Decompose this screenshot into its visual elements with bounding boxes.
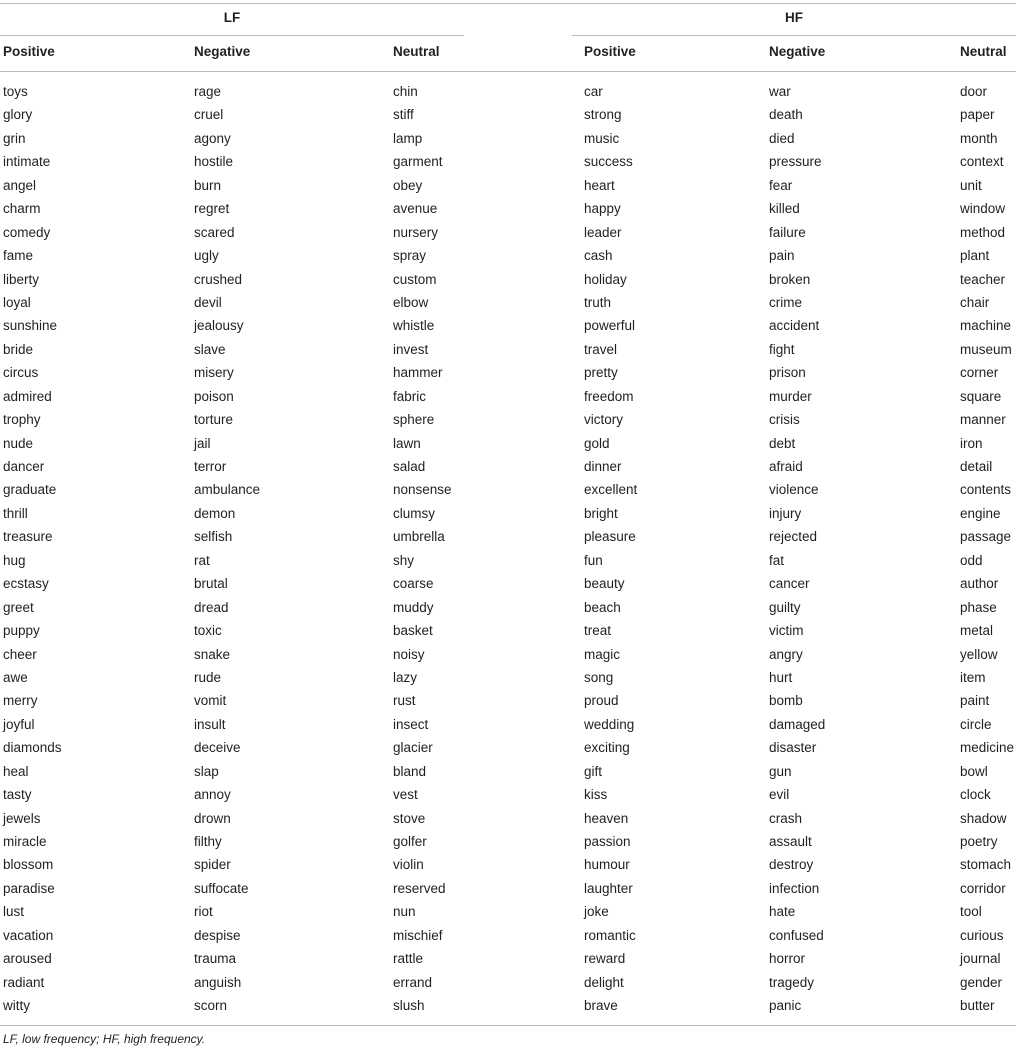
- word-cell: heal: [3, 763, 29, 779]
- word-cell: loyal: [3, 294, 31, 310]
- word-cell: assault: [769, 834, 812, 849]
- word-cell: failure: [769, 224, 806, 240]
- word-cell: lawn: [393, 435, 421, 451]
- word-cell: brutal: [194, 576, 228, 592]
- word-cell: dinner: [584, 459, 622, 474]
- word-cell: noisy: [393, 646, 425, 662]
- word-cell: damaged: [769, 716, 826, 732]
- word-cell: slush: [393, 998, 425, 1014]
- word-cell: torture: [194, 412, 234, 428]
- word-cell: contents: [960, 482, 1012, 498]
- word-cell: fame: [3, 248, 34, 264]
- word-cell: slave: [194, 341, 226, 357]
- word-cell: corner: [960, 365, 999, 381]
- word-cell: violin: [393, 857, 424, 873]
- word-cell: clock: [960, 787, 991, 803]
- word-cell: hammer: [393, 365, 443, 381]
- word-cell: paint: [960, 693, 990, 709]
- word-cell: pressure: [769, 154, 822, 170]
- header-rule: [0, 71, 1016, 72]
- word-cell: odd: [960, 552, 983, 568]
- word-cell: trophy: [3, 412, 41, 428]
- word-cell: pain: [769, 248, 795, 264]
- word-cell: angry: [769, 646, 803, 662]
- word-cell: reserved: [393, 880, 446, 896]
- word-cell: suffocate: [194, 880, 249, 896]
- word-cell: bomb: [769, 693, 803, 709]
- word-cell: nun: [393, 904, 416, 920]
- word-cell: insect: [393, 716, 429, 732]
- word-cell: manner: [960, 412, 1006, 428]
- word-cell: music: [584, 130, 620, 146]
- word-cell: drown: [194, 810, 231, 826]
- word-cell: tasty: [3, 787, 32, 803]
- word-cell: disaster: [769, 740, 817, 756]
- word-cell: chin: [393, 84, 418, 99]
- word-cell: curious: [960, 927, 1004, 943]
- word-cell: circle: [960, 716, 992, 732]
- word-cell: filthy: [194, 834, 222, 849]
- word-cell: lamp: [393, 130, 423, 146]
- word-cell: nude: [3, 435, 34, 451]
- word-cell: accident: [769, 318, 820, 334]
- word-cell: heaven: [584, 810, 629, 826]
- word-cell: romantic: [584, 927, 636, 943]
- bottom-rule: [0, 1025, 1016, 1026]
- word-cell: diamonds: [3, 740, 62, 756]
- word-cell: dread: [194, 599, 229, 615]
- word-cell: victim: [769, 623, 804, 639]
- word-cell: dancer: [3, 459, 45, 474]
- word-cell: crash: [769, 810, 803, 826]
- word-cell: strong: [584, 107, 622, 123]
- word-cell: hurt: [769, 669, 793, 685]
- word-cell: crushed: [194, 271, 243, 287]
- word-cell: shy: [393, 552, 415, 568]
- word-cell: travel: [584, 341, 618, 357]
- word-cell: deceive: [194, 740, 241, 756]
- word-cell: exciting: [584, 740, 630, 756]
- word-cell: toxic: [194, 623, 222, 639]
- word-cell: gender: [960, 974, 1003, 990]
- word-cell: excellent: [584, 482, 638, 498]
- word-cell: bright: [584, 505, 618, 521]
- word-cell: humour: [584, 857, 630, 873]
- word-cell: poetry: [960, 834, 998, 849]
- word-cell: liberty: [3, 271, 40, 287]
- word-cell: engine: [960, 505, 1001, 521]
- word-cell: jealousy: [194, 318, 244, 334]
- hf-negative-header: Negative: [769, 44, 826, 59]
- word-cell: war: [769, 84, 791, 99]
- hf-negative-column: [769, 82, 825, 1020]
- word-cell: passion: [584, 834, 631, 849]
- word-cell: toys: [3, 84, 28, 99]
- word-cell: debt: [769, 435, 796, 451]
- word-cell: rat: [194, 552, 210, 568]
- word-cell: guilty: [769, 599, 801, 615]
- word-cell: murder: [769, 388, 812, 404]
- word-cell: paper: [960, 107, 995, 123]
- word-cell: obey: [393, 177, 423, 193]
- word-cell: umbrella: [393, 529, 445, 545]
- word-cell: trauma: [194, 951, 237, 967]
- word-cell: prison: [769, 365, 806, 381]
- word-cell: charm: [3, 201, 41, 217]
- word-cell: wedding: [584, 716, 635, 732]
- word-cell: despise: [194, 927, 241, 943]
- word-cell: anguish: [194, 974, 242, 990]
- word-cell: fear: [769, 177, 793, 193]
- word-cell: rage: [194, 84, 222, 99]
- word-cell: crisis: [769, 412, 800, 428]
- word-cell: scorn: [194, 998, 228, 1014]
- word-cell: reward: [584, 951, 626, 967]
- word-cell: muddy: [393, 599, 434, 615]
- word-cell: angel: [3, 177, 37, 193]
- word-cell: iron: [960, 435, 983, 451]
- word-cell: corridor: [960, 880, 1006, 896]
- word-cell: delight: [584, 974, 624, 990]
- word-cell: mischief: [393, 927, 443, 943]
- word-cell: treasure: [3, 529, 53, 545]
- top-rule: [0, 3, 1016, 4]
- word-cell: medicine: [960, 740, 1015, 756]
- hf-positive-header: Positive: [584, 44, 636, 59]
- word-cell: laughter: [584, 880, 633, 896]
- table-footnote: LF, low frequency; HF, high frequency.: [3, 1032, 206, 1046]
- lf-group-rule: [0, 35, 464, 36]
- word-cell: circus: [3, 365, 39, 381]
- word-cell: plant: [960, 248, 990, 264]
- group-header-lf: LF: [223, 10, 241, 25]
- hf-neutral-header: Neutral: [960, 44, 1007, 59]
- word-cell: grin: [3, 130, 26, 146]
- word-cell: broken: [769, 271, 811, 287]
- word-cell: heart: [584, 177, 615, 193]
- word-cell: jewels: [3, 810, 41, 826]
- lf-positive-header: Positive: [3, 44, 55, 59]
- word-cell: spider: [194, 857, 231, 873]
- group-header-hf: HF: [785, 10, 803, 25]
- word-cell: cruel: [194, 107, 224, 123]
- hf-neutral-column: [960, 82, 1014, 1020]
- word-cell: victory: [584, 412, 624, 428]
- word-cell: infection: [769, 880, 820, 896]
- word-cell: garment: [393, 154, 443, 170]
- word-cell: square: [960, 388, 1002, 404]
- word-cell: treat: [584, 623, 612, 639]
- word-cell: afraid: [769, 459, 803, 474]
- word-cell: ecstasy: [3, 576, 49, 592]
- word-cell: miracle: [3, 834, 47, 849]
- word-cell: fabric: [393, 388, 427, 404]
- word-cell: fight: [769, 341, 795, 357]
- word-cell: machine: [960, 318, 1012, 334]
- word-cell: cheer: [3, 646, 37, 662]
- word-cell: greet: [3, 599, 34, 615]
- word-cell: cancer: [769, 576, 810, 592]
- lf-neutral-header: Neutral: [393, 44, 440, 59]
- word-cell: teacher: [960, 271, 1006, 287]
- word-cell: tragedy: [769, 974, 815, 990]
- word-cell: freedom: [584, 388, 634, 404]
- word-cell: detail: [960, 459, 993, 474]
- word-cell: holiday: [584, 271, 627, 287]
- lf-neutral-column: [393, 82, 452, 1020]
- word-cell: horror: [769, 951, 806, 967]
- word-cell: graduate: [3, 482, 57, 498]
- word-cell: invest: [393, 341, 429, 357]
- word-cell: tool: [960, 904, 982, 920]
- word-cell: beach: [584, 599, 621, 615]
- word-cell: regret: [194, 201, 230, 217]
- word-cell: thrill: [3, 505, 28, 521]
- word-cell: proud: [584, 693, 619, 709]
- word-cell: jail: [194, 435, 211, 451]
- word-cell: evil: [769, 787, 790, 803]
- word-cell: nursery: [393, 224, 439, 240]
- word-cell: author: [960, 576, 999, 592]
- word-cell: died: [769, 130, 795, 146]
- word-cell: yellow: [960, 646, 998, 662]
- word-cell: bowl: [960, 763, 988, 779]
- word-cell: merry: [3, 693, 38, 709]
- word-cell: leader: [584, 224, 622, 240]
- word-cell: burn: [194, 177, 222, 193]
- lf-negative-column: [194, 82, 260, 1020]
- word-cell: month: [960, 130, 998, 146]
- word-cell: witty: [3, 998, 30, 1014]
- word-cell: metal: [960, 623, 994, 639]
- word-cell: basket: [393, 623, 433, 639]
- word-cell: fun: [584, 552, 603, 568]
- word-cell: whistle: [393, 318, 435, 334]
- word-cell: passage: [960, 529, 1012, 545]
- word-cell: riot: [194, 904, 213, 920]
- word-cell: ugly: [194, 248, 219, 264]
- word-cell: hostile: [194, 154, 234, 170]
- word-cell: powerful: [584, 318, 636, 334]
- word-cell: rattle: [393, 951, 424, 967]
- word-cell: confused: [769, 927, 824, 943]
- word-cell: stove: [393, 810, 426, 826]
- word-cell: magic: [584, 646, 621, 662]
- word-cell: annoy: [194, 787, 231, 803]
- word-cell: stiff: [393, 107, 414, 123]
- lf-positive-column: [3, 82, 62, 1020]
- word-cell: cash: [584, 248, 613, 264]
- word-cell: pleasure: [584, 529, 636, 545]
- word-cell: insult: [194, 716, 226, 732]
- word-cell: elbow: [393, 294, 429, 310]
- word-cell: rust: [393, 693, 416, 709]
- word-cell: avenue: [393, 201, 438, 217]
- word-cell: beauty: [584, 576, 625, 592]
- word-cell: aroused: [3, 951, 52, 967]
- word-cell: death: [769, 107, 803, 123]
- word-cell: brave: [584, 998, 618, 1014]
- word-cell: gold: [584, 435, 610, 451]
- word-cell: gift: [584, 763, 603, 779]
- word-cell: bland: [393, 763, 427, 779]
- word-cell: devil: [194, 294, 222, 310]
- word-cell: glory: [3, 107, 33, 123]
- word-cell: journal: [960, 951, 1001, 967]
- word-cell: rejected: [769, 529, 818, 545]
- word-cell: fat: [769, 552, 785, 568]
- word-cell: comedy: [3, 224, 51, 240]
- word-cell: joke: [584, 904, 609, 920]
- word-cell: poison: [194, 388, 234, 404]
- word-cell: ambulance: [194, 482, 261, 498]
- word-cell: violence: [769, 482, 819, 498]
- word-cell: scared: [194, 224, 235, 240]
- word-cell: awe: [3, 669, 28, 685]
- word-cell: chair: [960, 294, 990, 310]
- word-cell: car: [584, 84, 603, 99]
- word-cell: door: [960, 84, 988, 99]
- word-cell: blossom: [3, 857, 54, 873]
- word-cell: clumsy: [393, 505, 436, 521]
- word-cell: joyful: [3, 716, 35, 732]
- word-cell: errand: [393, 974, 433, 990]
- word-cell: kiss: [584, 787, 608, 803]
- hf-group-rule: [572, 35, 1016, 36]
- word-cell: bride: [3, 341, 34, 357]
- word-cell: golfer: [393, 834, 427, 849]
- word-cell: success: [584, 154, 633, 170]
- word-cell: snake: [194, 646, 231, 662]
- word-cell: sunshine: [3, 318, 58, 334]
- word-cell: intimate: [3, 154, 51, 170]
- word-cell: song: [584, 669, 614, 685]
- word-cell: window: [960, 201, 1006, 217]
- word-cell: custom: [393, 271, 437, 287]
- word-cell: demon: [194, 505, 236, 521]
- word-cell: radiant: [3, 974, 45, 990]
- word-cell: terror: [194, 459, 227, 474]
- word-cell: glacier: [393, 740, 433, 756]
- word-cell: rude: [194, 669, 222, 685]
- word-cell: coarse: [393, 576, 434, 592]
- word-cell: gun: [769, 763, 792, 779]
- word-cell: panic: [769, 998, 802, 1014]
- word-cell: item: [960, 669, 986, 685]
- word-cell: butter: [960, 998, 995, 1014]
- word-cell: context: [960, 154, 1004, 170]
- word-cell: spray: [393, 248, 427, 264]
- word-cell: misery: [194, 365, 234, 381]
- word-cell: nonsense: [393, 482, 452, 498]
- word-cell: unit: [960, 177, 982, 193]
- word-cell: admired: [3, 388, 52, 404]
- word-cell: sphere: [393, 412, 435, 428]
- word-cell: injury: [769, 505, 802, 521]
- word-cell: slap: [194, 763, 219, 779]
- word-cell: vest: [393, 787, 418, 803]
- word-cell: truth: [584, 294, 612, 310]
- word-cell: paradise: [3, 880, 55, 896]
- word-cell: lazy: [393, 669, 418, 685]
- word-cell: phase: [960, 599, 997, 615]
- word-cell: pretty: [584, 365, 618, 381]
- word-cell: museum: [960, 341, 1012, 357]
- word-cell: vomit: [194, 693, 227, 709]
- word-cell: destroy: [769, 857, 814, 873]
- word-cell: killed: [769, 201, 800, 217]
- word-cell: selfish: [194, 529, 233, 545]
- word-cell: agony: [194, 130, 231, 146]
- word-cell: salad: [393, 459, 426, 474]
- word-cell: crime: [769, 294, 802, 310]
- lf-negative-header: Negative: [194, 44, 251, 59]
- word-cell: hug: [3, 552, 26, 568]
- word-cell: happy: [584, 201, 621, 217]
- word-cell: lust: [3, 904, 25, 920]
- word-cell: shadow: [960, 810, 1007, 826]
- hf-positive-column: [584, 82, 637, 1020]
- word-cell: vacation: [3, 927, 54, 943]
- word-cell: stomach: [960, 857, 1012, 873]
- word-cell: method: [960, 224, 1006, 240]
- word-cell: hate: [769, 904, 796, 920]
- word-cell: puppy: [3, 623, 40, 639]
